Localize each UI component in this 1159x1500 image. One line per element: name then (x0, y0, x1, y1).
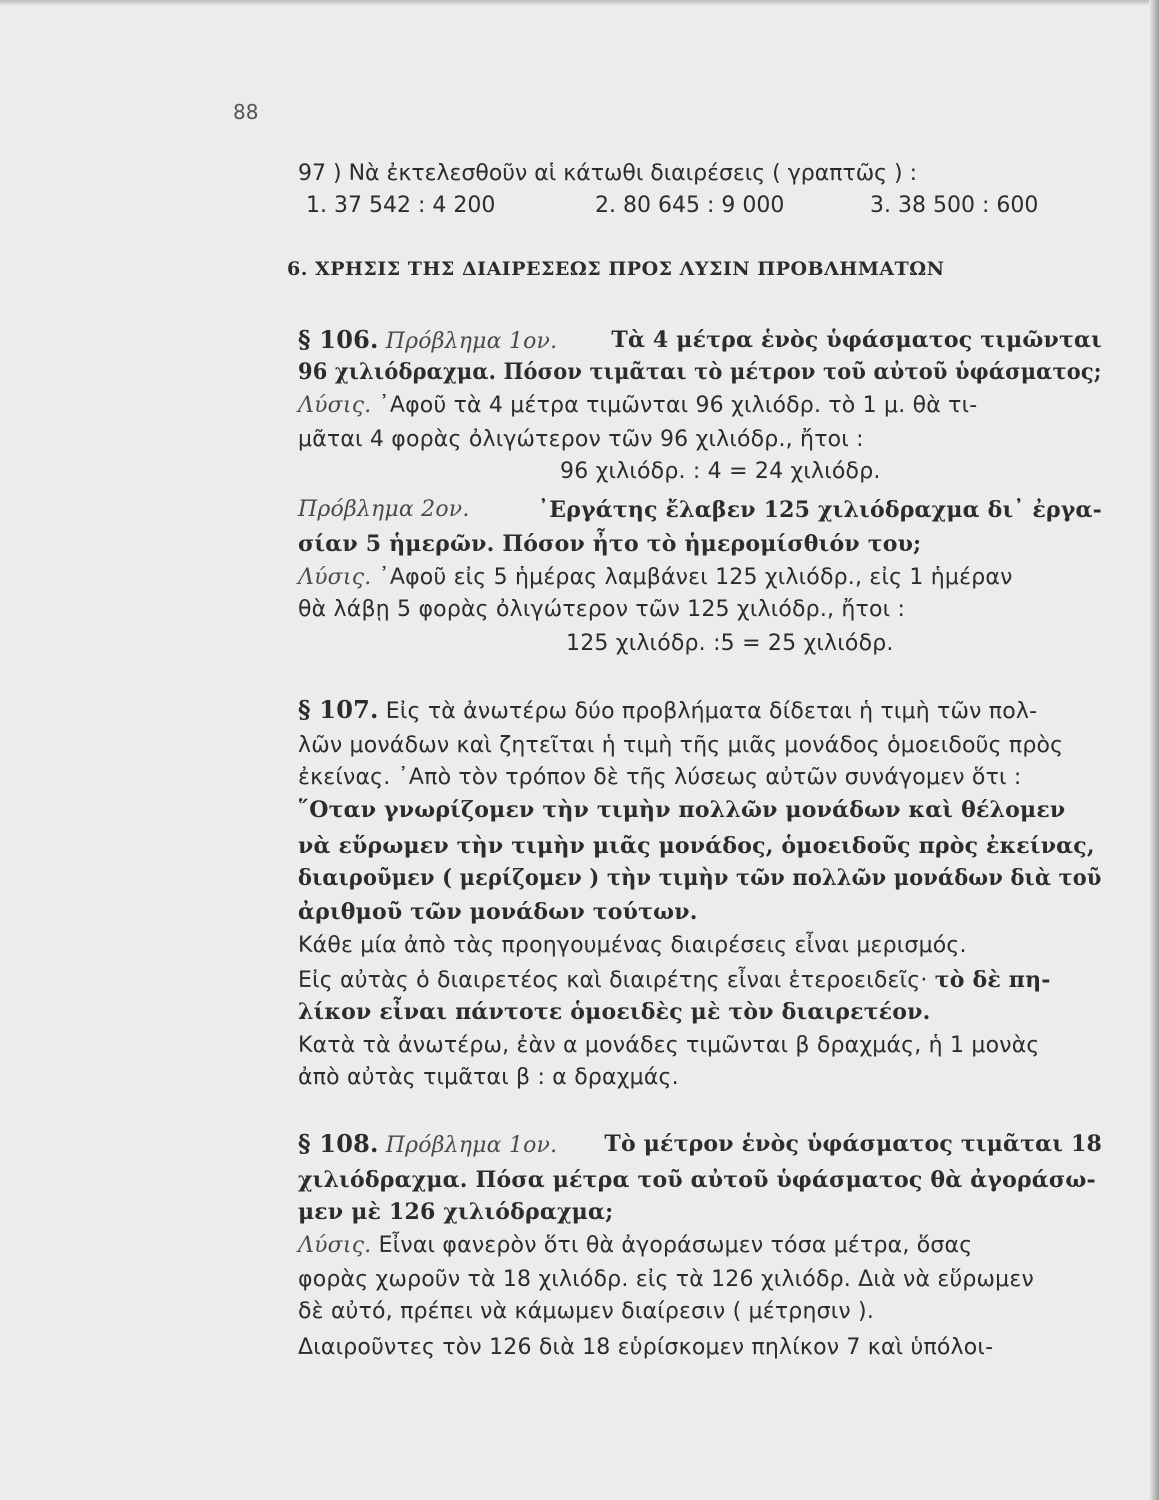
paragraph-text: λῶν μονάδων καὶ ζητεῖται ἡ τιμὴ τῆς μιᾶς μονάδος ὁμοειδοῦς πρὸς (298, 733, 1064, 758)
paragraph-text: Κάθε μία ἀπὸ τὰς προηγουμένας διαιρέσεις εἶναι μερισμός. (298, 933, 967, 958)
s108-line-1 (298, 1130, 1102, 1160)
s107-line-1 (298, 696, 1037, 726)
equation: 125 χιλιόδρ. :5 = 25 χιλιόδρ. (566, 631, 894, 656)
exercise-intro: 97 ) Νὰ ἐκτελεσθοῦν αἱ κάτωθι διαιρέσεις ( γραπτῶς ) : (298, 161, 918, 186)
problem-label: Πρόβλημα 1ον. (385, 329, 558, 354)
emphasis-text: τὸ δὲ πη- (934, 967, 1051, 993)
problem-question: 96 χιλιόδραχμα. Πόσον τιμᾶται τὸ μέτρον τοῦ αὐτοῦ ὑφάσματος; (298, 359, 1102, 385)
problem-label: Πρόβλημα 1ον. (385, 1133, 558, 1158)
rule-text: ῞Οταν γνωρίζομεν τὴν τιμὴν πολλῶν μονάδων καὶ θέλομεν (298, 797, 1066, 823)
problem-question: μεν μὲ 126 χιλιόδραχμα; (298, 1199, 614, 1225)
paragraph-text: Εἰς αὐτὰς ὁ διαιρετέος καὶ διαιρέτης εἶναι ἑτεροειδεῖς· (298, 968, 928, 993)
page-number: 88 (233, 100, 259, 124)
paragraph-text: Κατὰ τὰ ἀνωτέρω, ἐὰν α μονάδες τιμῶνται β δραχμάς, ἡ 1 μονὰς (298, 1033, 1040, 1058)
paragraph-text: ἐκείνας. ᾿Απὸ τὸν τρόπον δὲ τῆς λύσεως αὐτῶν συνάγομεν ὅτι : (298, 765, 1022, 790)
solution-text: δὲ αὐτό, πρέπει νὰ κάμωμεν διαίρεσιν ( μέτρησιν ). (298, 1299, 875, 1324)
solution-label: Λύσις. (298, 1233, 372, 1258)
solution-text: Εἶναι φανερὸν ὅτι θὰ ἀγοράσωμεν τόσα μέτρα, ὅσας (378, 1233, 973, 1258)
s106-line-1 (298, 326, 1102, 356)
solution-text: Διαιροῦντες τὸν 126 διὰ 18 εὑρίσκομεν πηλίκον 7 καὶ ὑπόλοι- (298, 1335, 994, 1360)
solution-line (298, 564, 1013, 592)
rule-text: ἀριθμοῦ τῶν μονάδων τούτων. (298, 899, 698, 925)
solution-text: θὰ λάβῃ 5 φορὰς ὀλιγώτερον τῶν 125 χιλιόδρ., ἤτοι : (298, 597, 906, 622)
paragraph-line (298, 966, 1051, 995)
solution-line (298, 1232, 972, 1260)
problem-question: χιλιόδραχμα. Πόσα μέτρα τοῦ αὐτοῦ ὑφάσματος θὰ ἀγοράσω- (298, 1167, 1096, 1193)
rule-text: διαιροῦμεν ( μερίζομεν ) τὴν τιμὴν τῶν πολλῶν μονάδων διὰ τοῦ (298, 865, 1102, 891)
exercise-item-1: 1. 37 542 : 4 200 (306, 193, 496, 218)
solution-label: Λύσις. (298, 565, 372, 590)
exercise-item-3: 3. 38 500 : 600 (870, 193, 1039, 218)
page-right-edge (1149, 0, 1159, 1500)
solution-label: Λύσις. (298, 393, 372, 418)
solution-text: ᾿Αφοῦ τὰ 4 μέτρα τιμῶνται 96 χιλιόδρ. τὸ 1 μ. θὰ τι- (378, 393, 978, 418)
exercise-item-2: 2. 80 645 : 9 000 (595, 193, 785, 218)
section-number: § 107. (298, 695, 379, 724)
solution-text: ᾿Αφοῦ εἰς 5 ἡμέρας λαμβάνει 125 χιλιόδρ., εἰς 1 ἡμέραν (378, 565, 1013, 590)
problem-question: Τὰ 4 μέτρα ἑνὸς ὑφάσματος τιμῶνται (611, 327, 1102, 353)
problem-question: σίαν 5 ἡμερῶν. Πόσον ἦτο τὸ ἡμερομίσθιόν του; (298, 531, 922, 557)
paragraph-text: Εἰς τὰ ἀνωτέρω δύο προβλήματα δίδεται ἡ τιμὴ τῶν πολ- (385, 699, 1038, 724)
solution-text: φορὰς χωροῦν τὰ 18 χιλιόδρ. εἰς τὰ 126 χιλιόδρ. Διὰ νὰ εὕρωμεν (298, 1267, 1034, 1292)
paragraph-text: ἀπὸ αὐτὰς τιμᾶται β : α δραχμάς. (298, 1065, 679, 1090)
problem-2-line-1 (298, 496, 1102, 524)
section-number: § 108. (298, 1129, 379, 1158)
problem-question: ᾿Εργάτης ἔλαβεν 125 χιλιόδραχμα δι᾿ ἐργα- (538, 497, 1102, 523)
solution-text: μᾶται 4 φορὰς ὀλιγώτερον τῶν 96 χιλιόδρ., ἤτοι : (298, 427, 864, 452)
rule-text: νὰ εὕρωμεν τὴν τιμὴν μιᾶς μονάδος, ὁμοειδοῦς πρὸς ἐκείνας, (298, 833, 1095, 859)
problem-label: Πρόβλημα 2ον. (298, 497, 470, 522)
emphasis-text: λίκον εἶναι πάντοτε ὁμοειδὲς μὲ τὸν διαιρετέον. (298, 999, 931, 1025)
page-top-edge (0, 0, 1159, 6)
section-heading: 6. ΧΡΗΣΙΣ ΤΗΣ ΔΙΑΙΡΕΣΕΩΣ ΠΡΟΣ ΛΥΣΙΝ ΠΡΟΒΛΗΜΑΤΩΝ (287, 258, 945, 280)
section-number: § 106. (298, 325, 379, 354)
solution-line (298, 392, 977, 420)
equation: 96 χιλιόδρ. : 4 = 24 χιλιόδρ. (560, 459, 881, 484)
problem-question: Τὸ μέτρον ἑνὸς ὑφάσματος τιμᾶται 18 (604, 1131, 1102, 1157)
